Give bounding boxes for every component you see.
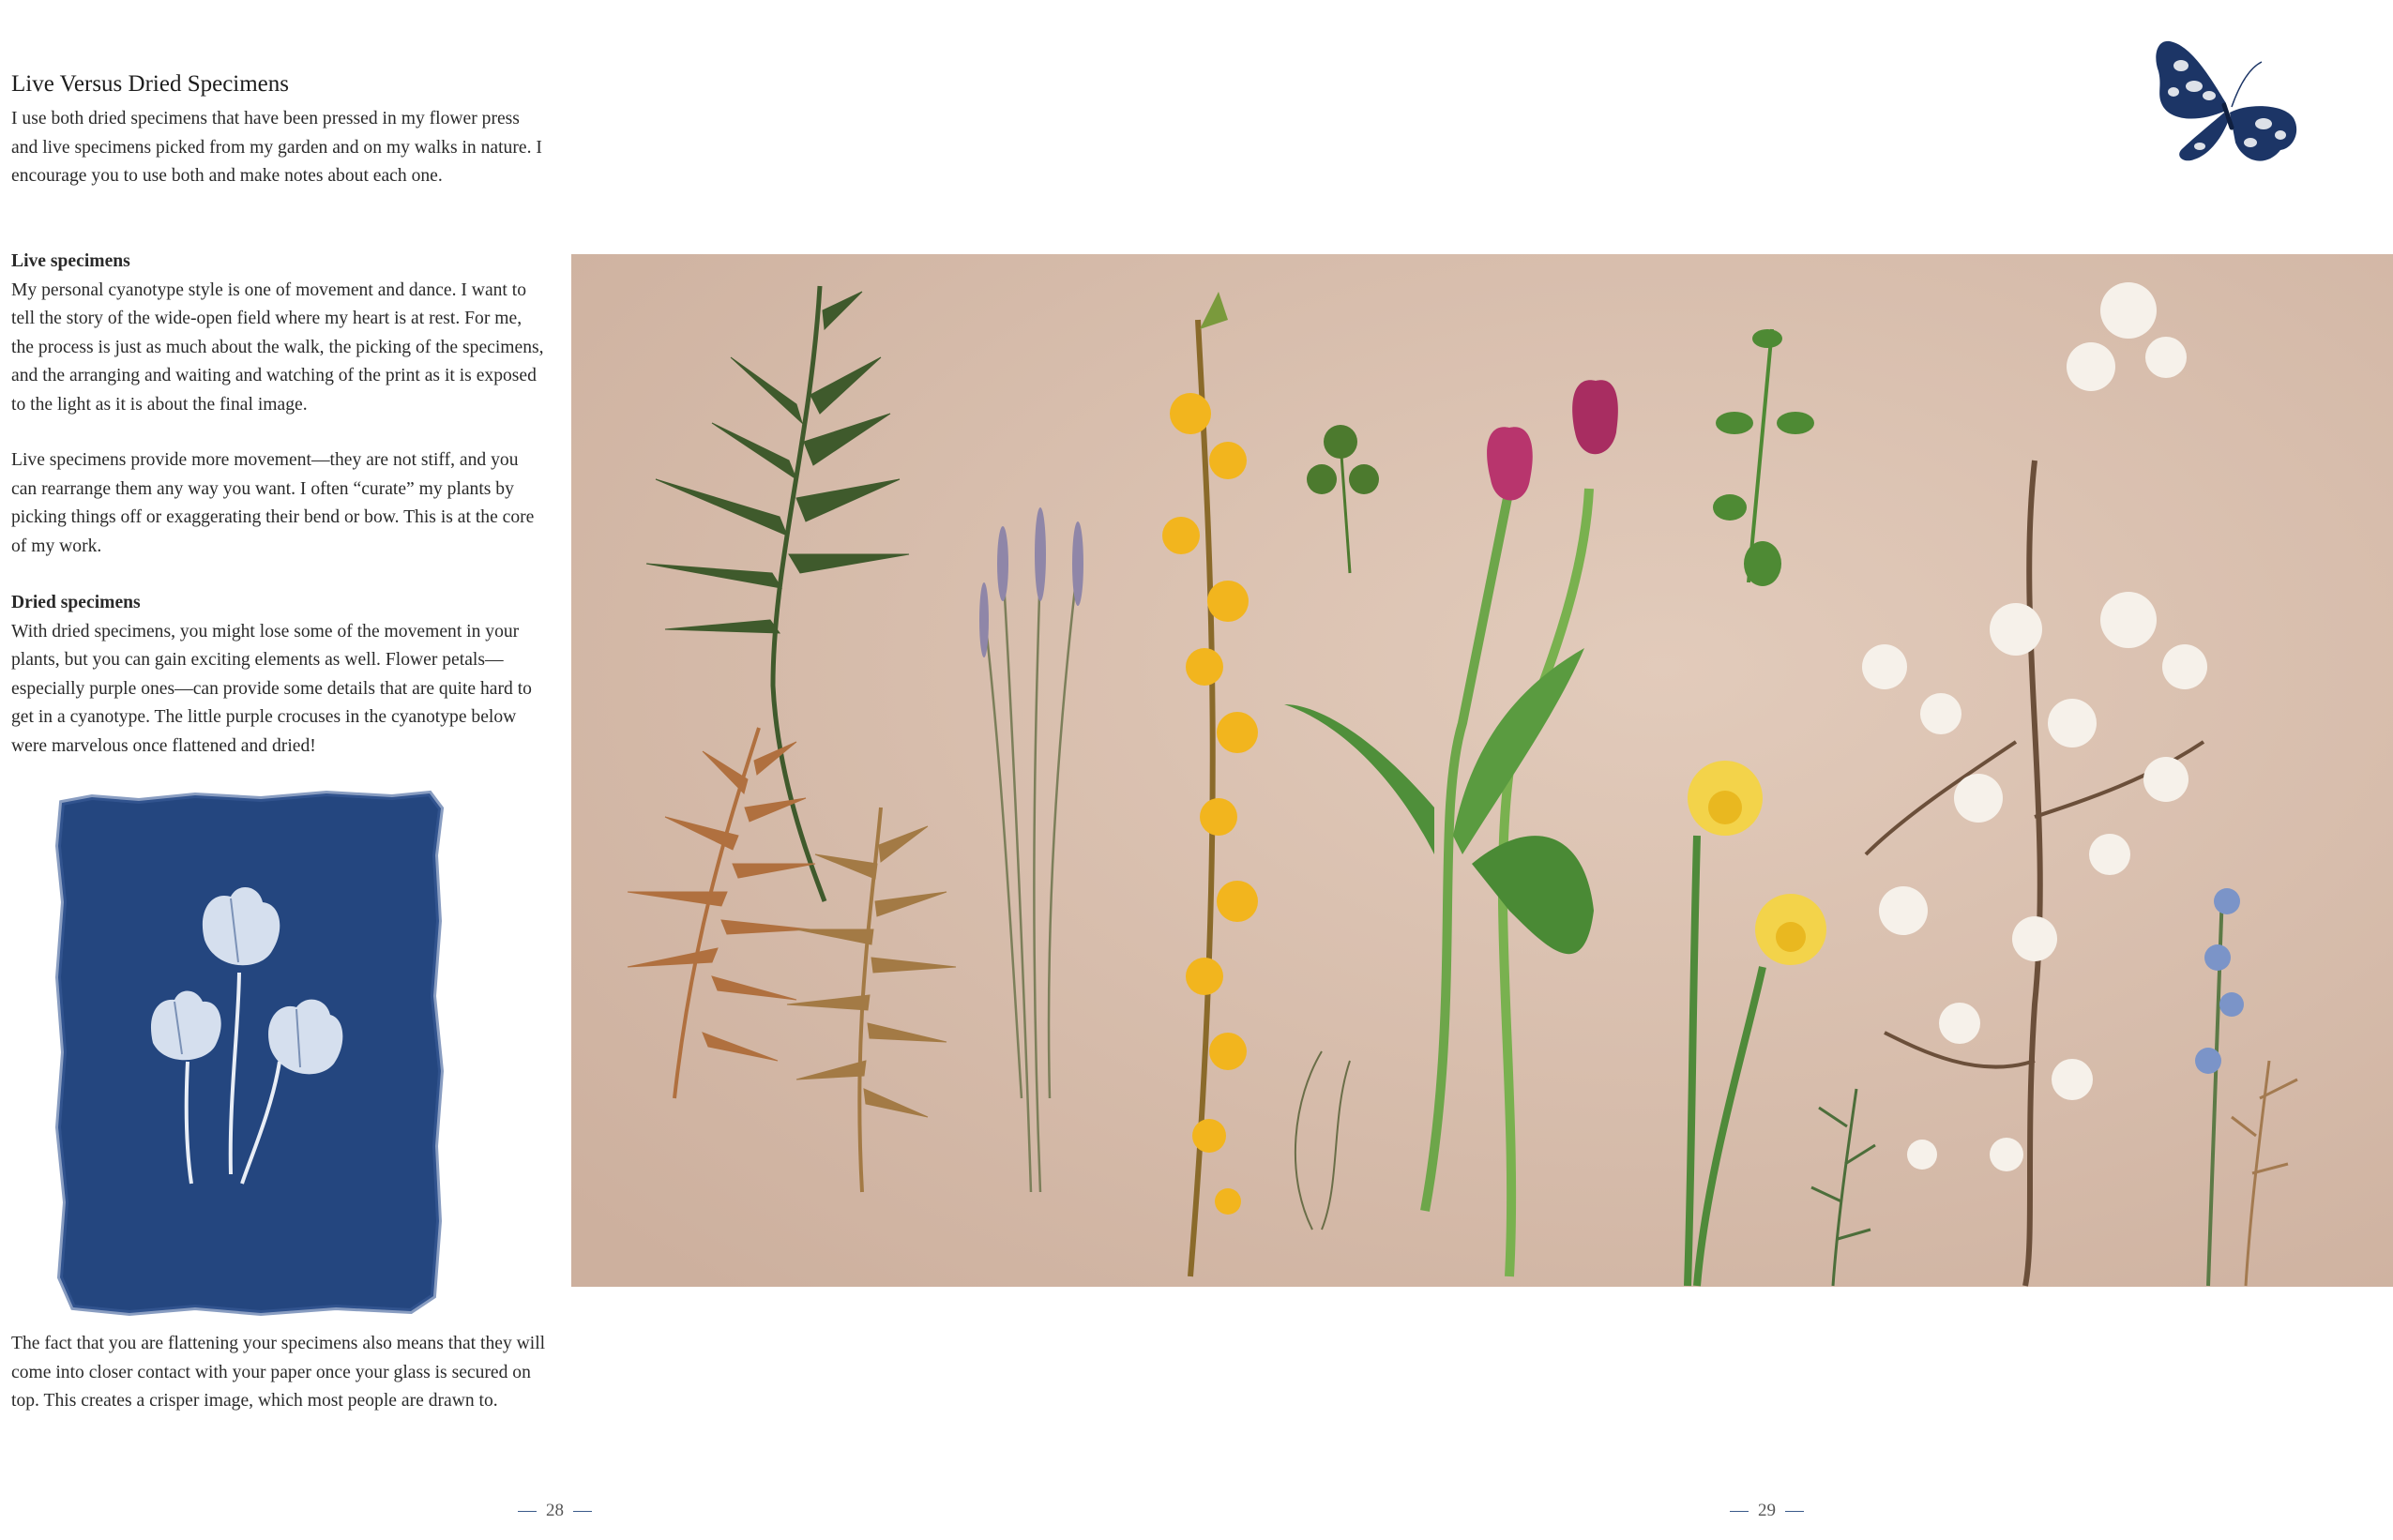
butterfly-icon bbox=[2153, 38, 2303, 178]
page-number-text: 28 bbox=[546, 1501, 564, 1520]
section-title: Live Versus Dried Specimens bbox=[11, 71, 290, 97]
dried-specimens-paragraph: With dried specimens, you might lose some of the movement in your plants, but you can gain exciting elements as well. Flower petals—especially purple ones—can provide some details that are quite hard to get in a cyanotype. The little purple crocuses in the cyanotype below were marvelous once flattened and dried! bbox=[11, 621, 532, 756]
dried-specimens-heading: Dried specimens bbox=[11, 593, 141, 612]
botanical-specimens-photo bbox=[571, 254, 2393, 1287]
live-specimens-heading: Live specimens bbox=[11, 251, 130, 271]
folio-dash bbox=[518, 1511, 537, 1512]
live-specimens-section bbox=[11, 248, 546, 420]
closing-paragraph: The fact that you are flattening your specimens also means that they will come into closer contact with your paper once your glass is secured on top. This creates a crisper image, which most people are drawn to. bbox=[11, 1334, 546, 1412]
right-page bbox=[553, 0, 2393, 1540]
live-specimens-paragraph-2: Live specimens provide more movement—they are not stiff, and you can rearrange them any way you want. I often “curate” my plants by picking things off or exaggerating their bend or bow. This is at the core of my work. bbox=[11, 450, 535, 556]
intro-paragraph: I use both dried specimens that have been pressed in my flower press and live specimens picked from my garden and on my walks in nature. I encourage you to use both and make notes about each one. bbox=[11, 109, 542, 187]
folio-dash bbox=[1785, 1511, 1804, 1512]
folio-dash bbox=[1730, 1511, 1749, 1512]
dried-specimens-section bbox=[11, 589, 546, 762]
left-page bbox=[0, 0, 564, 1540]
live-specimens-paragraph-1: My personal cyanotype style is one of movement and dance. I want to tell the story of the wide-open field where my heart is at rest. For me, the process is just as much about the walk, the picking of the specimens, and the arranging and waiting and watching of the print as it is exposed to the light as it is about the final image. bbox=[11, 279, 544, 415]
page-number-text: 29 bbox=[1758, 1501, 1776, 1520]
page-number-right bbox=[1730, 1501, 1804, 1521]
cyanotype-crocus-image bbox=[54, 790, 445, 1317]
